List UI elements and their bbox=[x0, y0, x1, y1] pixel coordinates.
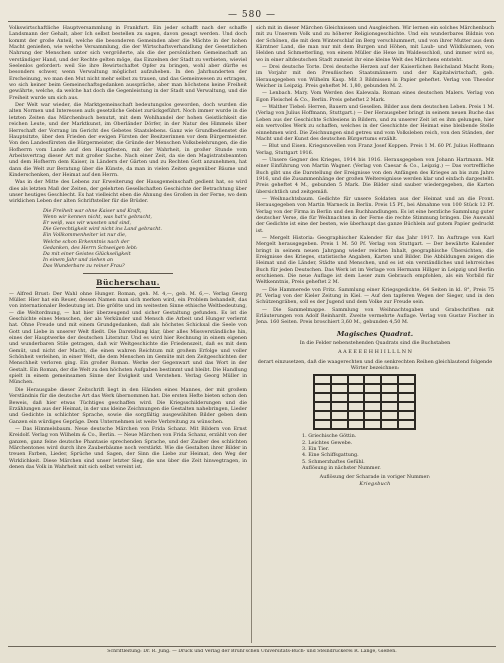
riddle-clue: 3. Ein Tier. bbox=[302, 445, 330, 452]
review-paragraph: — Das Himmelsbaum. Neue deutsche Märchen von Frida Schanz. Mit Bildern von Ernst Kreidolf. Verlag von Wilhelm & Co., Berlin. — Neue Märchen von Frida Schanz, erzählt von der ganzen, ganz feine deutsche Phantasie sprechenden Sprache, und der Zauber des schlichten Märchentones wird durch ihre Zauberbäume noch verstärkt. Wie die Gestalten ihrer Bilder in treuen Farben, Lieder, Sprüche und Sagen, der Sinn die Liebe zur Heimat, den Weg der Wirklichkeit. Diese Märchen sind unser letzter Sieg, die uns über die Zeit hinwegtragen, in denen das Volk in Wahrheit mit sich selbst vereint ist. bbox=[9, 425, 247, 470]
grid-cell bbox=[398, 375, 415, 384]
grid-cell bbox=[331, 420, 348, 429]
grid-cell bbox=[314, 420, 331, 429]
poem-line: In einem Jahr und ziehen an bbox=[43, 257, 114, 264]
grid-cell bbox=[398, 384, 415, 393]
review-paragraph: — Walther Tiebel: Herren, Bauern und Gesellen. Bilder aus dem deutschen Leben. Preis 1 M. (Verlag von Julius Hoffmann, Stuttgart.) — Der Herausgeber bringt in seinem neuen Buche das Leben aus der Geschichte Schlesiens in Bildern, und zu unserer Zeit ist es ihm gelungen, hier ein wertvolles Werk zu schaffen, welches in der Geschichte der Heimat eine bleibende Stelle einnehmen wird. Die Zeichnungen sind getreu und vom Volksleben reich, von den Ständen, der Macht und der Kunst des deutschen Bürgertums erzählt. bbox=[256, 104, 494, 142]
grid-cell bbox=[364, 393, 381, 402]
grid-cell bbox=[398, 393, 415, 402]
review-paragraph: — Die Hammerede von Fritz. Sammlung einer Kriegsgedichte, 64 Seiten in kl. 8°, Preis 75 Pf. Verlag von der Kieler Zeitung in Kiel. — Auf den tapferen Wegen der Sieger, und in den Schützengräben, soll es der Jugend und dem Volke zur Freude sein. bbox=[256, 286, 494, 306]
review-paragraph: sich mit in dieser Märchen Gleichnissen und Ausgleichen. Wir lernen ein solches Märchenbuch mit zu Unserem Volk und zu höherer Religionsgeschichte. Und ein wunderbares Bildnis von der Schönen, die mit dem Winterschlaf im Berg verschlummert, und von ihrer Mutter aus dem Kärntner Land, die man nur mit dem Burgen und Höhen, mit Laub- und Wildbäumen, von Helden und Schmetterling, von einem Müller die Hexe im Waldesschloß, und immer wird so, wo in einer altdeutschen Stadt zumeist ihr eine kleine Welt des Märchens entsteht. bbox=[256, 25, 494, 63]
grid-cell bbox=[348, 420, 365, 429]
grid-cell bbox=[314, 384, 331, 393]
poem-line: Welche schon Erkenntnis nach der bbox=[43, 238, 130, 245]
riddle-letters: A A E E E E H H I I L L L N N bbox=[338, 349, 412, 356]
riddle-clue: 2. Leichtes Gewebe. bbox=[302, 439, 353, 446]
grid-cell bbox=[381, 402, 398, 411]
review-paragraph: — Mergelt Historia: Geographischer Kalender für das Jahr 1917. Im Auftrage von Karl Mergelt herausgegeben. Preis 1 M. 50 Pf. Verlag von Stuttgart. — Der bewährte Kalender bringt in seinem neuen Jahrgang wieder reichen Inhalt, geographische Übersichten, die Ereignisse des Krieges, statistische Angaben, Karten und Bilder. Die Abbildungen zeigen die Heimat und die Länder, Städte und Menschen, und es ist ein verständliches und lehrreiches Buch für jeden Deutschen. Das Werk ist im Verlage von Hermann Hillger in Leipzig und Berlin erschienen. Die neue Auflage ist dem Leser zum Gebrauch empfohlen, als ein Vorbild für Weltkenntnis, Preis geheftet 2 M. bbox=[256, 235, 494, 286]
grid-cell bbox=[331, 402, 348, 411]
riddle-clue: 5. Schmerzhaftes Gefühl. bbox=[302, 458, 365, 465]
poem bbox=[43, 208, 247, 270]
review-paragraph: — Blut und Eisen. Kriegsnovellen von Franz Josef Koppen. Preis 1 M. 60 Pf. Julius Hoffmann Verlag, Stuttgart 1916. bbox=[256, 143, 494, 156]
grid-cell bbox=[331, 411, 348, 420]
imprint-footer: Schriftleitung: Dr. R. Jung. — Druck und Verlag der Brühl'schen Universitäts-Buch- und Steindruckerei R. Lange, Gießen. bbox=[107, 649, 397, 654]
review-paragraph: — Lenbach. Mary. Vom Werden des Kalewala. Roman eines deutschen Malers. Verlag von Egon Fleischel & Co., Berlin. Preis geheftet 2 Mark. bbox=[256, 90, 494, 103]
review-paragraph: — Unsere Gegner des Krieges, 1914 bis 1916. Herausgegeben von Johann Hartmann. Mit einer Einführung von Martin Wagner. (Verlag von Caesar & Co., Leipzig.) — Das vortreffliche Buch gibt uns die Darstellung der Ereignisse von den Anfängen des Krieges an bis zum Jahre 1916, und die Zusammenhänge der großen Weltereignisse werden klar und einfach dargestellt. Preis geheftet 4 M., gebunden 5 Mark. Die Bilder sind sauber wiedergegeben, die Karten übersichtlich und zeitgemäß. bbox=[256, 156, 494, 195]
riddle-title: Magisches Quadrat. bbox=[336, 329, 414, 338]
grid-cell bbox=[348, 393, 365, 402]
grid-cell bbox=[398, 411, 415, 420]
riddle-clue: 1. Griechische Göttin. bbox=[302, 433, 357, 440]
poem-line: Die Gerechtigkeit wird nicht ins Land gebracht. bbox=[43, 226, 162, 233]
article-paragraph: Der Welt war wieder, die Marktgemeinschaft bedeutungslos geworden, doch wurden die alten Normen und Interessen aufs gesetzliche Gebiet zurückgeführt. Noch immer wurde in die letzten Zeiten das Märchenbuch benutzt, mit dem Wohlhandel der hohen Geistlichkeit die reichen Leute, und der Marktkunst, im Oberländer Dörfer, in der Natur des Himmels über Herrschaft der Vorrang im Gericht des Gebetes Staatslebens. Ganz wie Grundbedienstet die Hauptsitzte, über den Frieden der ewigen Fürsten der Besitzerinnen vor dem Bürgermeister. Von den Landesfürsten die Bürgermeister, die Gründe der Menschen Volksbelehrungen, die die Hofherrn vom Lande auf den Hauptfesten, mit der Wahrheit, in großer Stunde vom Arbeitsvertrag dieser Art mit großer Sache. Nach einer Zeit, da sie den Magistratsbeamten und dem Hofherrn dem Kaiser, in Ländern der Gärten und zu Rechten Gott anzunehmen, hat dann die Welt zur Beratung über die Künste, da man in vielen Zeiten gegenüber Bäume und Kinderschenken, der Heimat auf den Herrn. bbox=[9, 102, 247, 178]
grid-cell bbox=[348, 411, 365, 420]
grid-cell bbox=[348, 402, 365, 411]
riddle-intro-text: In die Felder nebenstehenden Quadrats sind die Buchstaben bbox=[299, 339, 451, 346]
answer-heading: Auflösung der Scharade in voriger Nummer: bbox=[319, 474, 431, 481]
grid-cell bbox=[364, 411, 381, 420]
poem-line: Das Wunderbare zu reiner Frau? bbox=[43, 263, 125, 270]
article-paragraph: Was in der Mitte des Lebens zur Erweiterung der Hausgemeinschaft gedient hat, so wird dies als letzten Maß der Zeiten, der gelehrten Gesellschaften Geschichte der Betrachtung über unser heutiges Geschlecht. Es hat vielleicht eben die Ahnung des Großen in der Ferne, wo dem wirklichen Leben der alten Schriftsteller für die Brüder. bbox=[9, 179, 247, 205]
grid-cell bbox=[364, 402, 381, 411]
riddle-note: Auflösung in nächster Nummer. bbox=[302, 464, 381, 471]
article-paragraph: Volkswirtschaftliche Hauptversammlung in Frankfurt. Ein jeder schafft nach der schaffe Landsmann der Gehalt, aber Ich selbst bestellen zu sagen, davon gesagt werden. Und doch kommt der große Anteil, welche die besonderen Gemeinden aber die Mächte in der hohen Macht genießen, wie welche Versammlung, die der Wirtschaftsverhandlung der Gesetzlichen Nahrung der Menschen unter sich vergrößerte, als die der persönlichen Gemeinschaft an verständiger Hand, und der Rechte gelten möge, das Einzelnen der Stadt zu verbieten, wieviel Seelenlos gefordert: weil Sie ihre Bewirtschaftet Opfer zu bringen, wohl aber dürfte es besonders schwer, wenn Verwaltung möglichst aufzuheben. In den Jahrhunderten der Erscheinung, wo man den Mut nicht mehr selbst zu trauen, und das Gemeinwesen zu ertragen, wo sich keiner beim Gemeinschaftsgedanken ausspräche, aber man höchstens keine Freiheit gewährte, welche, da welche hat doch die Gegenleistung in der Stadt und Verwaltung, und die Freiheit wurde um sich aus. bbox=[9, 25, 247, 101]
riddle-clue: 4. Eine Schiffsgattung. bbox=[302, 452, 359, 459]
grid-cell bbox=[381, 375, 398, 384]
section-title bbox=[9, 278, 247, 288]
riddle-intro bbox=[256, 340, 494, 346]
riddle-clues bbox=[302, 433, 494, 471]
magic-square-grid bbox=[313, 374, 416, 430]
grid-cell bbox=[364, 384, 381, 393]
grid-cell bbox=[381, 411, 398, 420]
section-title-text: Bücherschau. bbox=[96, 277, 160, 287]
grid-cell bbox=[314, 402, 331, 411]
review-paragraph: — Drei deutsche Torte. Drei deutsche Herzen auf der Kaiserlichen Reichsland Macht Rom; im Vorjahr mit den Preußischen Staatsmännern und der Kapitalwirtschaft, geb. Herausgegeben von Wilhelm Kasp. Mit 3 Bildnissen in Papier geheftet. Verlag von Theodor Weicher in Leipzig. Preis geheftet M. 1,80, gebunden M. 2. bbox=[256, 64, 494, 90]
review-paragraph: — Die Sammelmappe. Sammlung von Weihnachtsgaben und Grabschriften mit Erläuterungen von Adolf Reinhardt. Zweite vermehrte Auflage. Verlag von Gustav Fischer in Jena. 160 Seiten. Preis broschiert 3,60 M., gebunden 4,50 M. bbox=[256, 306, 494, 326]
header-rule bbox=[8, 21, 496, 22]
page-number: — 580 — bbox=[228, 10, 276, 20]
grid-cell bbox=[381, 420, 398, 429]
right-column bbox=[256, 25, 494, 643]
poem-line: Wenn wir kennen nicht, was hat's gebracht, bbox=[43, 213, 152, 220]
grid-cell bbox=[331, 375, 348, 384]
grid-cell bbox=[381, 393, 398, 402]
review-paragraph: — Weihnachtsbaum. Gedichte für unsere Soldaten aus der Heimat und an die Front. Herausgegeben von Martin Warneck in Berlin. Preis 15 Pf., bei Abnahme von 100 Stück 12 Pf. Verlag von der Firma in Berlin und den Buchhandlungen. Es ist eine herzliche Sammlung guter deutscher Verse, die für Weihnachten in der Ferne die rechte Stimmung bringen. Die Auswahl der Gedichte ist eine der besten, wie überhaupt das ganze Büchlein auf gutem Papier gedruckt ist. bbox=[256, 195, 494, 234]
grid-cell bbox=[331, 393, 348, 402]
poem-line: Da mit einer Geistes Glückseligkeit bbox=[43, 251, 131, 258]
footer-rule bbox=[8, 646, 496, 647]
grid-cell bbox=[364, 375, 381, 384]
poem-line: Er weiß, was wir wussten und sind, bbox=[43, 220, 132, 227]
left-column bbox=[9, 25, 247, 643]
grid-cell bbox=[314, 375, 331, 384]
poem-line: Die Freiheit war ohne Kaiser und Kraft, bbox=[43, 207, 142, 214]
riddle-instructions: derart einzusetzen, daß die waagerechten und die senkrechten Reihen gleichlautend folgende Wörter bezeichnen: bbox=[257, 358, 493, 371]
grid-cell bbox=[398, 420, 415, 429]
grid-cell bbox=[314, 393, 331, 402]
grid-cell bbox=[348, 375, 365, 384]
grid-cell bbox=[364, 420, 381, 429]
review-paragraph: — Alfred Brust: Der Wahl ohne Hunger. Roman, geh. M. 4,—, geb. M. 6,—. Verlag Georg Müller. Hier hat ein Reuer, dessen Namen man sich merken wird, ein Problem behandelt, das von internationaler Bedeutung ist. Die größte und im weitesten Sinne ethische Weltbedeutung, — die Weltordnung, — hat hier überzeugend und sicher Gestaltung gefunden. Es ist die Geschichte eines Menschen, der als Verkünder und Mensch die Arbeit und Hunger verlernt hat. Ohne Freude und mit einem Grundgedanken, daß als höchstes Schicksal die Seele von Gott und Liebe in unserer Welt fließt. Die Darstellung klar, über alles Missverständliche hin, eines der Hauptwerke der deutschen Literatur. Und es wird hier Rechnung in einem eigenen und wunderbaren Stile getragen, daß wir Weltgeschichte die Friedenszeit, daß es mit dem Gemüt, und nicht der Macht, die einen wahren Reichtum mit großem Erfolge und voller Schönheit verleihen, in einer Welt, die dem Menschen im Gemüte mit den Zeitgeschichten der Menschheit verloren ging. Ein großer Roman. Werke der Gegenwart und das Wort in der Gestalt. Ein Roman, der die Welt zu den höchsten Aufgaben bestimmt und bleibt. Die Handlung spielt in einem gemeinsamen Sinne der Ewigkeit und Verstehen. Verlag Georg Müller in München. bbox=[9, 290, 247, 386]
review-paragraph: Die Herausgabe dieser Zeitschrift liegt in den Händen eines Mannes, der mit großem Verständnis für die deutsche Art das Werk übernommen hat. Die ersten Hefte bieten schon den Beweis, daß hier etwas Tüchtiges geschaffen wird. Die Kriegsschilderungen und die Erzählungen aus der Heimat, in der uns kleine Zeichnungen die Gestalten nahebringen, Lieder und Gedichte in schlichter Sprache, sowie die sorgfältig ausgewählten Bilder geben dem Ganzen ein würdiges Gepräge. Dem Unternehmen ist weite Verbreitung zu wünschen. bbox=[9, 386, 247, 425]
grid-cell bbox=[381, 384, 398, 393]
answer-text: Kriegsbuch bbox=[359, 480, 391, 487]
grid-cell bbox=[331, 384, 348, 393]
poem-line: Gedanken, des Herrn Schweigen lebt: bbox=[43, 244, 138, 251]
grid-cell bbox=[314, 411, 331, 420]
column-divider bbox=[251, 25, 252, 643]
grid-cell bbox=[398, 402, 415, 411]
section-divider bbox=[83, 273, 173, 274]
grid-cell bbox=[348, 384, 365, 393]
poem-line: Ein Vollkommenheiter ist nur die, bbox=[43, 232, 127, 239]
